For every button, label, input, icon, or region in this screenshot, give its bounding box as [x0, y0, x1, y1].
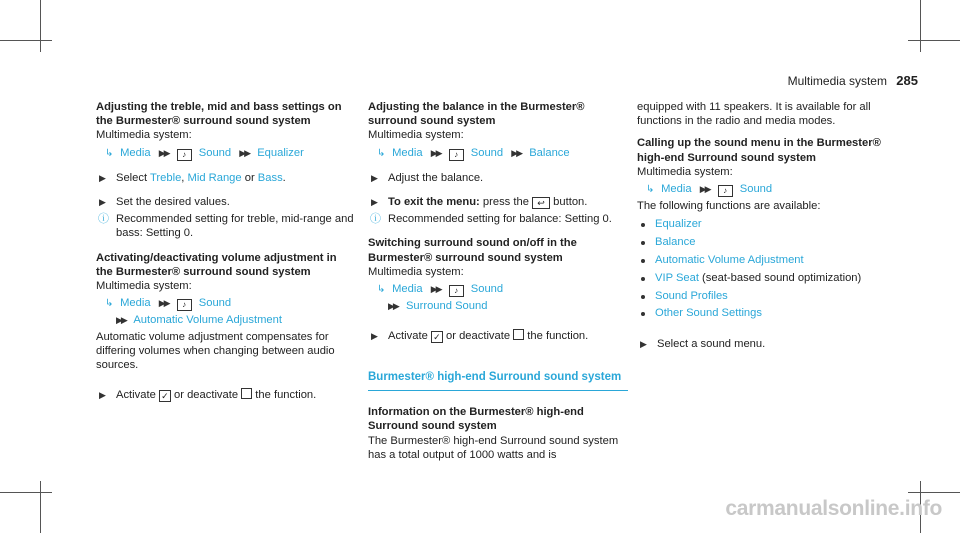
body-text: Automatic volume adjustment compensates for differing volumes when changing between audio sources. — [96, 330, 335, 372]
crop-mark — [920, 0, 921, 52]
system-label: Multimedia system: — [96, 280, 192, 293]
link-vip-seat[interactable]: VIP Seat — [655, 271, 699, 284]
list-item — [637, 252, 897, 270]
path-media[interactable]: Media — [392, 283, 423, 296]
step-arrow-icon: ▶ — [99, 390, 106, 401]
path-sound[interactable]: Sound — [198, 297, 232, 310]
step-arrow-icon: ▶ — [371, 172, 378, 183]
bullet-icon — [641, 241, 645, 245]
chevron-icon: ▶▶ — [158, 147, 169, 158]
music-note-icon: ♪ — [718, 185, 733, 197]
heading-balance: Adjusting the balance in the Burmester® surround sound system — [368, 101, 585, 128]
column-2 — [368, 100, 628, 462]
arrow-icon: ↳ — [377, 147, 386, 159]
link-balance[interactable]: Balance — [655, 236, 696, 249]
link-mid-range[interactable]: Mid Range — [187, 171, 242, 184]
chevron-icon: ▶▶ — [430, 147, 441, 158]
bullet-icon — [641, 259, 645, 263]
checkbox-checked-icon: ✓ — [159, 390, 171, 402]
checkbox-empty-icon — [241, 388, 252, 399]
list-item — [637, 288, 897, 306]
checkbox-empty-icon — [513, 329, 524, 340]
body-text: The Burmester® high-end Surround sound system has a total output of 1000 watts and is — [368, 434, 619, 461]
info-note: ⓘ Recommended setting for treble, mid-range and bass: Setting 0. — [98, 213, 354, 240]
music-note-icon: ♪ — [177, 299, 192, 311]
menu-path — [646, 182, 897, 197]
menu-path-cont — [388, 299, 628, 313]
page-header — [788, 73, 918, 88]
link-bass[interactable]: Bass — [257, 171, 283, 184]
path-equalizer[interactable]: Equalizer — [257, 146, 304, 159]
menu-path — [377, 146, 628, 161]
step-arrow-icon: ▶ — [99, 172, 106, 183]
path-media[interactable]: Media — [661, 183, 692, 196]
heading-sound-menu: Calling up the sound menu in the Burmester® high-end Surround sound system — [637, 137, 881, 164]
music-note-icon: ♪ — [177, 149, 192, 161]
info-icon: ⓘ — [98, 213, 109, 226]
path-media[interactable]: Media — [120, 297, 151, 310]
menu-path — [377, 282, 628, 297]
path-auto-volume[interactable]: Automatic Volume Adjustment — [133, 314, 282, 327]
column-1 — [96, 100, 356, 402]
link-sound-profiles[interactable]: Sound Profiles — [655, 289, 728, 302]
chevron-icon: ▶▶ — [116, 315, 126, 326]
chevron-icon: ▶▶ — [388, 301, 398, 312]
step-select-menu: ▶ Select a sound menu. — [640, 338, 766, 351]
back-button-icon: ↩ — [532, 197, 550, 209]
info-note: ⓘ Recommended setting for balance: Setting 0. — [370, 213, 612, 226]
page-number: 285 — [896, 73, 918, 88]
menu-path-cont — [116, 313, 356, 327]
function-list — [637, 216, 897, 323]
bullet-icon — [641, 295, 645, 299]
link-auto-volume[interactable]: Automatic Volume Adjustment — [655, 254, 804, 267]
column-3 — [637, 100, 897, 351]
system-label: Multimedia system: — [368, 129, 464, 142]
music-note-icon: ♪ — [449, 149, 464, 161]
link-other-settings[interactable]: Other Sound Settings — [655, 307, 762, 320]
bullet-icon — [641, 223, 645, 227]
path-sound[interactable]: Sound — [198, 146, 232, 159]
menu-path — [105, 146, 356, 161]
info-icon: ⓘ — [370, 213, 381, 226]
bullet-icon — [641, 312, 645, 316]
step-arrow-icon: ▶ — [371, 197, 378, 208]
path-surround-sound[interactable]: Surround Sound — [405, 300, 488, 313]
arrow-icon: ↳ — [377, 284, 386, 296]
step-set-values: ▶ Set the desired values. — [99, 196, 230, 209]
link-equalizer[interactable]: Equalizer — [655, 218, 702, 231]
step-select: ▶ Select Treble, Mid Range or Bass. — [99, 171, 286, 184]
chevron-icon: ▶▶ — [158, 298, 169, 309]
crop-mark — [908, 40, 960, 41]
chevron-icon: ▶▶ — [699, 184, 710, 195]
step-arrow-icon: ▶ — [371, 331, 378, 342]
path-media[interactable]: Media — [120, 146, 151, 159]
crop-mark — [0, 492, 52, 493]
list-item: VIP Seat (seat-based sound optimization) — [637, 270, 897, 288]
section-heading-burmester: Burmester® high-end Surround sound system — [368, 370, 628, 392]
menu-path — [105, 296, 356, 311]
arrow-icon: ↳ — [105, 147, 114, 159]
music-note-icon: ♪ — [449, 285, 464, 297]
system-label: Multimedia system: — [637, 165, 733, 178]
list-item — [637, 216, 897, 234]
step-activate: ▶ Activate ✓ or deactivate the function. — [99, 389, 317, 402]
functions-intro: The following functions are available: — [637, 200, 821, 213]
arrow-icon: ↳ — [105, 298, 114, 310]
step-adjust-balance: ▶ Adjust the balance. — [371, 171, 484, 184]
path-sound[interactable]: Sound — [470, 146, 504, 159]
path-sound[interactable]: Sound — [470, 283, 504, 296]
step-arrow-icon: ▶ — [640, 339, 647, 350]
chevron-icon: ▶▶ — [511, 147, 522, 158]
watermark: carmanualsonline.info — [725, 497, 942, 520]
crop-mark — [40, 481, 41, 533]
checkbox-checked-icon: ✓ — [431, 331, 443, 343]
step-exit-menu: ▶ To exit the menu: press the ↩ button. — [371, 196, 588, 209]
system-label: Multimedia system: — [96, 129, 192, 142]
chevron-icon: ▶▶ — [430, 284, 441, 295]
list-item — [637, 234, 897, 252]
link-treble[interactable]: Treble — [150, 171, 182, 184]
path-sound[interactable]: Sound — [739, 183, 773, 196]
chevron-icon: ▶▶ — [239, 147, 250, 158]
crop-mark — [40, 0, 41, 52]
heading-volume-adjustment: Activating/deactivating volume adjustment in the Burmester® surround sound system — [96, 251, 337, 278]
list-item — [637, 305, 897, 323]
system-label: Multimedia system: — [368, 265, 464, 278]
crop-mark — [908, 492, 960, 493]
body-text: equipped with 11 speakers. It is available for all functions in the radio and media modes. — [637, 101, 871, 128]
section-title: Multimedia system — [787, 74, 887, 88]
step-arrow-icon: ▶ — [99, 197, 106, 208]
bullet-icon — [641, 277, 645, 281]
heading-information: Information on the Burmester® high-end Surround sound system — [368, 406, 584, 433]
step-activate: ▶ Activate ✓ or deactivate the function. — [371, 330, 589, 343]
path-media[interactable]: Media — [392, 146, 423, 159]
crop-mark — [0, 40, 52, 41]
heading-surround: Switching surround sound on/off in the Burmester® surround sound system — [368, 237, 577, 264]
arrow-icon: ↳ — [646, 184, 655, 196]
path-balance[interactable]: Balance — [529, 146, 570, 159]
heading-treble: Adjusting the treble, mid and bass settings on the Burmester® surround sound system — [96, 101, 342, 128]
